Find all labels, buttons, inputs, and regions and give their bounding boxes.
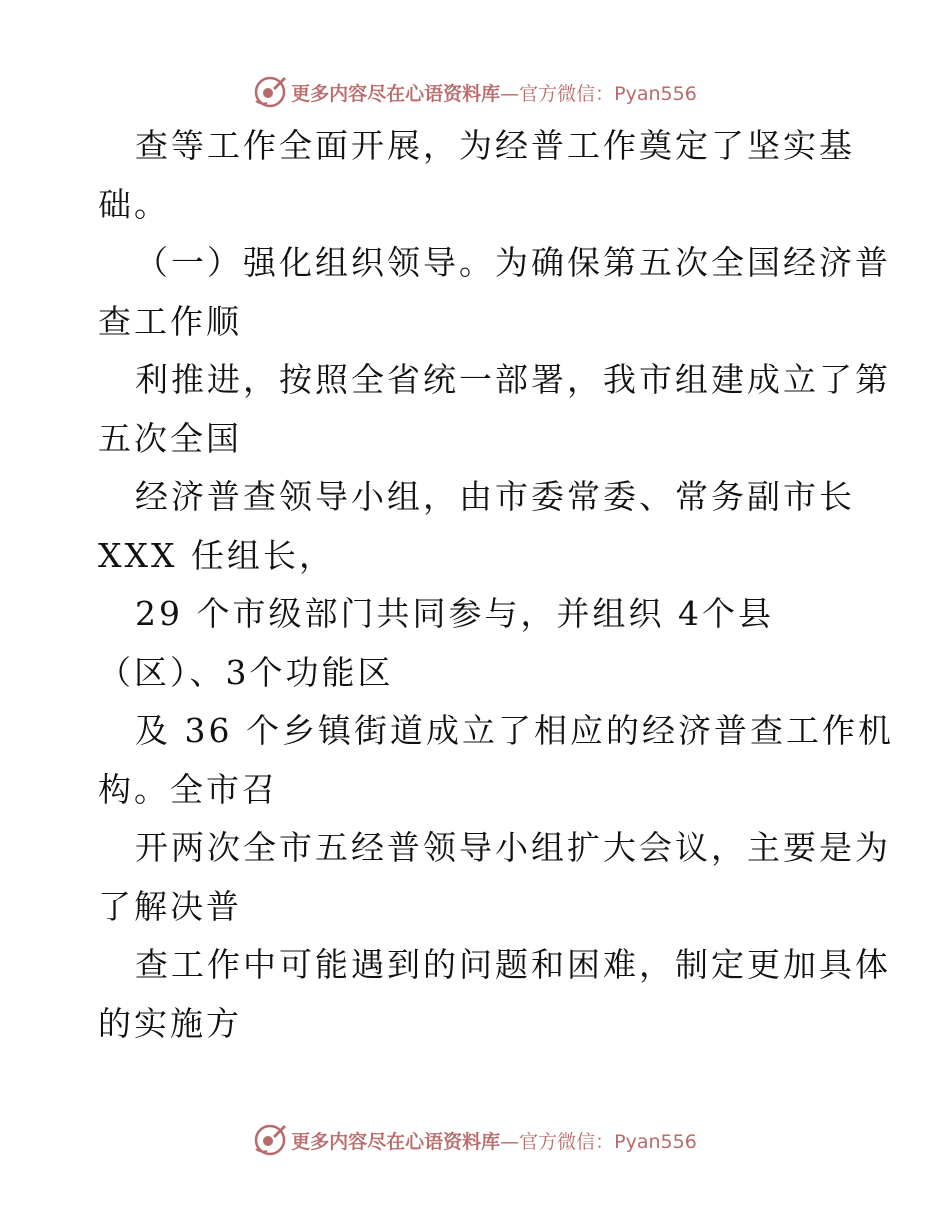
body-line: 查等工作全面开展，为经普工作奠定了坚实基 (135, 126, 855, 165)
watermark-text (291, 1127, 697, 1154)
body-line: 础。 (98, 184, 170, 224)
watermark-separator: — (500, 1130, 520, 1153)
body-line: 构。全市召 (98, 769, 278, 809)
header-watermark (0, 72, 950, 112)
body-line: （区）、3个功能区 (98, 652, 394, 692)
body-line: 29 个市级部门共同参与，并组织 4个县 (135, 594, 774, 633)
document-body (98, 117, 894, 1053)
watermark-main-text: 更多内容尽在心语资料库 (291, 82, 501, 105)
watermark-separator: — (500, 82, 520, 105)
body-line: 及 36 个乡镇街道成立了相应的经济普查工作机 (135, 711, 894, 750)
body-line: XXX 任组长， (98, 535, 335, 575)
body-line: 查工作顺 (98, 301, 242, 341)
body-line: 五次全国 (98, 418, 242, 458)
section-heading-line: （一）强化组织领导。为确保第五次全国经济普 (135, 243, 891, 282)
watermark-main-text: 更多内容尽在心语资料库 (291, 1130, 501, 1153)
pen-circle-logo-icon (253, 1123, 287, 1157)
footer-watermark (0, 1120, 950, 1160)
pen-circle-logo-icon (253, 75, 287, 109)
watermark-text (291, 79, 697, 106)
body-line: 开两次全市五经普领导小组扩大会议，主要是为 (135, 828, 891, 867)
body-line: 了解决普 (98, 886, 242, 926)
watermark-wechat-text: 官方微信：Pyan556 (519, 82, 697, 105)
body-line: 的实施方 (98, 1003, 242, 1043)
body-line: 查工作中可能遇到的问题和困难，制定更加具体 (135, 945, 891, 984)
watermark-wechat-text: 官方微信：Pyan556 (519, 1130, 697, 1153)
body-line: 利推进，按照全省统一部署，我市组建成立了第 (135, 360, 891, 399)
body-line: 经济普查领导小组，由市委常委、常务副市长 (135, 477, 855, 516)
